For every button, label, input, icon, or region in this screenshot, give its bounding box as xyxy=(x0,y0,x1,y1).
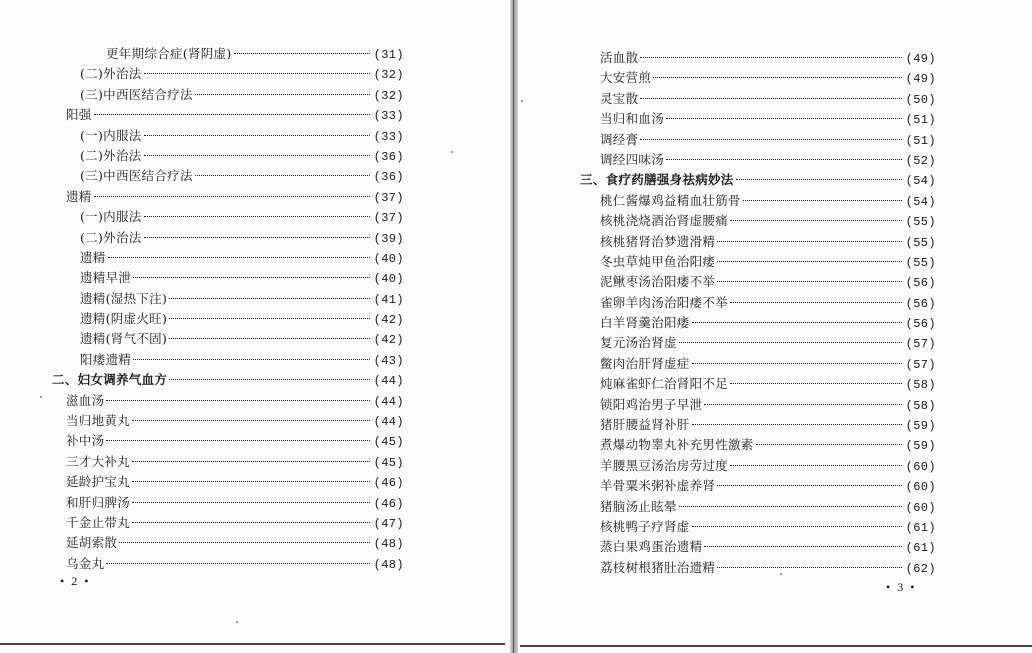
toc-page-number: (55) xyxy=(905,215,936,230)
dot-leader xyxy=(653,77,901,78)
toc-entry xyxy=(580,476,936,496)
toc-page-number: (44) xyxy=(373,394,404,409)
toc-entry-title: 补中汤 xyxy=(66,433,105,449)
toc-entry xyxy=(580,415,936,435)
dot-leader xyxy=(756,444,902,445)
toc-entry-title: 桃仁酱爆鸡益精血壮筋骨 xyxy=(600,192,741,208)
dot-leader xyxy=(736,179,902,180)
dot-leader xyxy=(106,563,369,564)
dot-leader xyxy=(692,526,902,527)
dot-leader xyxy=(144,135,370,136)
toc-page-number: (37) xyxy=(373,211,404,226)
book-gutter xyxy=(510,0,518,653)
toc-page-number: (60) xyxy=(905,500,936,515)
dot-leader xyxy=(679,506,902,507)
toc-entry xyxy=(580,374,936,394)
toc-entry-title: 荔枝树根猪肚治遗精 xyxy=(600,559,716,575)
toc-page-number: (60) xyxy=(905,459,936,474)
toc-page-number: (37) xyxy=(373,190,404,205)
dot-leader xyxy=(144,73,370,74)
toc-entry xyxy=(52,431,404,451)
toc-entry xyxy=(52,187,404,207)
toc-entry xyxy=(580,48,936,68)
toc-entry xyxy=(580,395,936,415)
toc-entry xyxy=(52,533,404,553)
toc-entry xyxy=(580,109,936,129)
toc-entry-title: 猪脑汤止眩晕 xyxy=(600,498,677,514)
toc-page-number: (55) xyxy=(905,255,936,270)
dot-leader xyxy=(106,400,369,401)
toc-entry xyxy=(580,130,936,150)
toc-page-number: (55) xyxy=(905,235,936,250)
dot-leader xyxy=(743,200,902,201)
dot-leader xyxy=(132,502,370,503)
dot-leader xyxy=(717,261,901,262)
toc-entry-title: 遗精 xyxy=(66,188,92,204)
toc-entry-title: 当归和血汤 xyxy=(600,111,665,127)
toc-entry xyxy=(52,370,404,390)
dot-leader xyxy=(144,155,370,156)
toc-page-number: (57) xyxy=(905,337,936,352)
toc-entry xyxy=(580,497,936,517)
toc-page-number: (48) xyxy=(373,557,404,572)
dot-leader xyxy=(144,237,370,238)
toc-entry xyxy=(52,44,404,64)
toc-page-number: (56) xyxy=(905,276,936,291)
toc-entry-title: 灵宝散 xyxy=(600,90,639,106)
toc-section-heading: 二、妇女调养气血方 xyxy=(52,372,168,388)
toc-entry-title: (二)外治法 xyxy=(80,229,142,245)
dot-leader xyxy=(106,440,369,441)
dot-leader xyxy=(195,94,370,95)
toc-entry-title: 活血散 xyxy=(600,50,639,65)
toc-page-number: (48) xyxy=(373,537,404,552)
toc-entry-title: (二)外治法 xyxy=(80,66,142,82)
dot-leader xyxy=(730,383,902,384)
dot-leader xyxy=(133,277,369,278)
dot-leader xyxy=(234,53,370,54)
dot-leader xyxy=(195,175,370,176)
toc-entry xyxy=(52,126,404,146)
toc-entry xyxy=(580,232,936,252)
toc-page-number: (36) xyxy=(373,149,404,164)
toc-page-number: (58) xyxy=(905,378,936,393)
toc-page-number: (46) xyxy=(373,496,404,511)
toc-entry xyxy=(580,558,936,578)
toc-entry xyxy=(52,411,404,431)
toc-entry-title: 滋血汤 xyxy=(66,392,105,408)
dot-leader xyxy=(94,196,370,197)
toc-entry xyxy=(580,313,936,333)
toc-page-number: (46) xyxy=(373,476,404,491)
dot-leader xyxy=(94,114,370,115)
dot-leader xyxy=(132,461,370,462)
toc-entry xyxy=(580,272,936,292)
toc-entry xyxy=(580,456,936,476)
scan-speck xyxy=(40,396,42,398)
dot-leader xyxy=(640,98,901,99)
dot-leader xyxy=(132,420,370,421)
toc-entry xyxy=(52,309,404,329)
toc-entry xyxy=(52,105,404,125)
dot-leader xyxy=(640,139,901,140)
toc-entry xyxy=(52,289,404,309)
toc-entry xyxy=(580,517,936,537)
toc-page-number: (54) xyxy=(905,194,936,209)
toc-section-heading: 三、食疗药膳强身祛病妙法 xyxy=(580,172,734,188)
toc-entry xyxy=(580,435,936,455)
dot-leader xyxy=(717,281,901,282)
toc-entry xyxy=(580,68,936,88)
toc-entry-title: 和肝归脾汤 xyxy=(66,494,131,510)
toc-page-number: (41) xyxy=(373,292,404,307)
dot-leader xyxy=(704,546,901,547)
toc-page-number: (60) xyxy=(905,480,936,495)
toc-entry xyxy=(52,268,404,288)
toc-entry-title: (三)中西医结合疗法 xyxy=(80,168,193,184)
toc-entry-title: 炖麻雀虾仁治肾阳不足 xyxy=(600,376,729,392)
dot-leader xyxy=(144,216,370,217)
toc-page-number: (61) xyxy=(905,520,936,535)
toc-entry-title: 遗精(湿热下注) xyxy=(80,290,168,306)
toc-entry xyxy=(52,554,404,574)
dot-leader xyxy=(692,424,902,425)
toc-entry xyxy=(52,391,404,411)
toc-entry-title: 千金止带丸 xyxy=(66,514,131,530)
toc-page-number: (56) xyxy=(905,296,936,311)
toc-entry-title: 白羊肾羹治阳痿 xyxy=(600,315,690,331)
toc-entry-title: 羊骨粟米粥补虚养肾 xyxy=(600,478,716,494)
toc-entry xyxy=(52,85,404,105)
gutter-line xyxy=(513,0,514,653)
toc-entry xyxy=(52,228,404,248)
toc-entry-title: 羊腰黑豆汤治房劳过度 xyxy=(600,457,729,473)
toc-entry-title: 遗精早泄 xyxy=(80,270,132,286)
toc-page-number: (40) xyxy=(373,251,404,266)
toc-page-number: (32) xyxy=(373,88,404,103)
dot-leader xyxy=(704,404,901,405)
toc-entry-title: 核桃浇烧酒治肾虚腰痛 xyxy=(600,213,729,229)
toc-page-number: (44) xyxy=(373,374,404,389)
dot-leader xyxy=(717,567,901,568)
toc-entry-title: 阳痿遗精 xyxy=(80,351,132,367)
dot-leader xyxy=(692,322,902,323)
toc-page-number: (44) xyxy=(373,415,404,430)
toc-entry-title: 遗精 xyxy=(80,249,106,265)
dot-leader xyxy=(717,241,901,242)
dot-leader xyxy=(169,379,369,380)
dot-leader xyxy=(666,159,902,160)
toc-entry-title: 鳖肉治肝肾虚症 xyxy=(600,355,690,371)
toc-page-number: (42) xyxy=(373,333,404,348)
toc-entry-title: 遗精(肾气不固) xyxy=(80,331,168,347)
toc-entry-title: (三)中西医结合疗法 xyxy=(80,86,193,102)
toc-page-number: (33) xyxy=(373,109,404,124)
toc-page-number: (51) xyxy=(905,113,936,128)
toc-page-number: (47) xyxy=(373,516,404,531)
left-page-number: • 2 • xyxy=(60,574,91,588)
toc-entry-title: 乌金丸 xyxy=(66,555,105,571)
toc-page-number: (42) xyxy=(373,313,404,328)
toc-page-number: (59) xyxy=(905,439,936,454)
toc-entry xyxy=(580,354,936,374)
toc-entry-title: 猪肝腰益肾补肝 xyxy=(600,417,690,433)
toc-page-number: (43) xyxy=(373,353,404,368)
toc-entry-title: 遗精(阴虚火旺) xyxy=(80,311,168,327)
toc-page-number: (31) xyxy=(373,48,404,62)
toc-entry xyxy=(52,452,404,472)
toc-page-number: (56) xyxy=(905,317,936,332)
toc-page-number: (58) xyxy=(905,398,936,413)
toc-page-number: (32) xyxy=(373,68,404,83)
dot-leader xyxy=(666,118,902,119)
right-page-bottom-edge xyxy=(520,645,1032,647)
toc-page-number: (49) xyxy=(905,72,936,87)
toc-page-number: (59) xyxy=(905,419,936,434)
toc-entry-title: 延胡索散 xyxy=(66,535,118,551)
toc-page-number: (33) xyxy=(373,129,404,144)
toc-page-number: (49) xyxy=(905,52,936,66)
dot-leader xyxy=(169,318,369,319)
right-table-of-contents xyxy=(580,48,936,578)
left-table-of-contents xyxy=(52,44,404,574)
scan-speck xyxy=(236,621,238,623)
toc-entry-title: 阳强 xyxy=(66,107,92,123)
toc-entry xyxy=(52,513,404,533)
toc-entry xyxy=(52,166,404,186)
toc-entry-title: 煮爆动物睾丸补充男性激素 xyxy=(600,437,754,453)
toc-entry xyxy=(580,89,936,109)
toc-entry-title: (一)内服法 xyxy=(80,127,142,143)
dot-leader xyxy=(679,342,902,343)
toc-entry xyxy=(52,146,404,166)
toc-page-number: (45) xyxy=(373,455,404,470)
dot-leader xyxy=(169,298,369,299)
toc-entry-title: (二)外治法 xyxy=(80,147,142,163)
toc-entry-title: 蒸白果鸡蛋治遗精 xyxy=(600,539,703,555)
toc-entry xyxy=(52,350,404,370)
toc-entry xyxy=(52,329,404,349)
dot-leader xyxy=(730,220,902,221)
left-page-bottom-edge xyxy=(0,643,505,645)
toc-page-number: (57) xyxy=(905,357,936,372)
toc-entry xyxy=(52,207,404,227)
toc-page-number: (40) xyxy=(373,272,404,287)
dot-leader xyxy=(132,522,370,523)
toc-page-number: (52) xyxy=(905,153,936,168)
dot-leader xyxy=(119,542,369,543)
toc-entry xyxy=(52,64,404,84)
toc-entry-title: 调经膏 xyxy=(600,131,639,147)
toc-entry xyxy=(580,170,936,190)
toc-page-number: (50) xyxy=(905,92,936,107)
toc-entry xyxy=(580,537,936,557)
right-page-number: • 3 • xyxy=(886,580,917,594)
dot-leader xyxy=(692,363,902,364)
toc-entry-title: 泥鳅枣汤治阳痿不举 xyxy=(600,274,716,290)
toc-entry-title: 更年期综合症(肾阴虚) xyxy=(106,46,232,61)
toc-page-number: (54) xyxy=(905,174,936,189)
toc-entry xyxy=(580,150,936,170)
toc-entry xyxy=(580,293,936,313)
dot-leader xyxy=(169,338,369,339)
toc-entry-title: 延龄护宝丸 xyxy=(66,474,131,490)
toc-entry xyxy=(52,493,404,513)
toc-entry-title: 大安营煎 xyxy=(600,70,652,86)
toc-page-number: (62) xyxy=(905,561,936,576)
dot-leader xyxy=(133,359,369,360)
dot-leader xyxy=(640,57,901,58)
toc-entry-title: 调经四味汤 xyxy=(600,151,665,167)
dot-leader xyxy=(108,257,370,258)
toc-entry-title: 三才大补丸 xyxy=(66,453,131,469)
toc-entry xyxy=(580,333,936,353)
toc-entry xyxy=(52,472,404,492)
toc-entry-title: 复元汤治肾虚 xyxy=(600,335,677,351)
toc-entry-title: 核桃猪肾治梦遗滑精 xyxy=(600,233,716,249)
scan-speck xyxy=(521,100,523,102)
dot-leader xyxy=(730,302,902,303)
toc-entry-title: 核桃鸭子疗肾虚 xyxy=(600,518,690,534)
scan-speck xyxy=(451,151,453,153)
toc-entry-title: 雀卵羊肉汤治阳痿不举 xyxy=(600,294,729,310)
toc-entry-title: (一)内服法 xyxy=(80,209,142,225)
toc-page-number: (51) xyxy=(905,133,936,148)
dot-leader xyxy=(730,465,902,466)
toc-page-number: (36) xyxy=(373,170,404,185)
dot-leader xyxy=(132,481,370,482)
toc-entry xyxy=(580,191,936,211)
toc-entry xyxy=(580,252,936,272)
toc-entry xyxy=(52,248,404,268)
toc-page-number: (45) xyxy=(373,435,404,450)
toc-page-number: (39) xyxy=(373,231,404,246)
toc-page-number: (61) xyxy=(905,541,936,556)
toc-entry-title: 冬虫草炖甲鱼治阳痿 xyxy=(600,253,716,269)
left-page xyxy=(0,0,512,653)
dot-leader xyxy=(717,485,901,486)
toc-entry-title: 当归地黄丸 xyxy=(66,413,131,429)
toc-entry xyxy=(580,211,936,231)
toc-entry-title: 锁阳鸡治男子早泄 xyxy=(600,396,703,412)
